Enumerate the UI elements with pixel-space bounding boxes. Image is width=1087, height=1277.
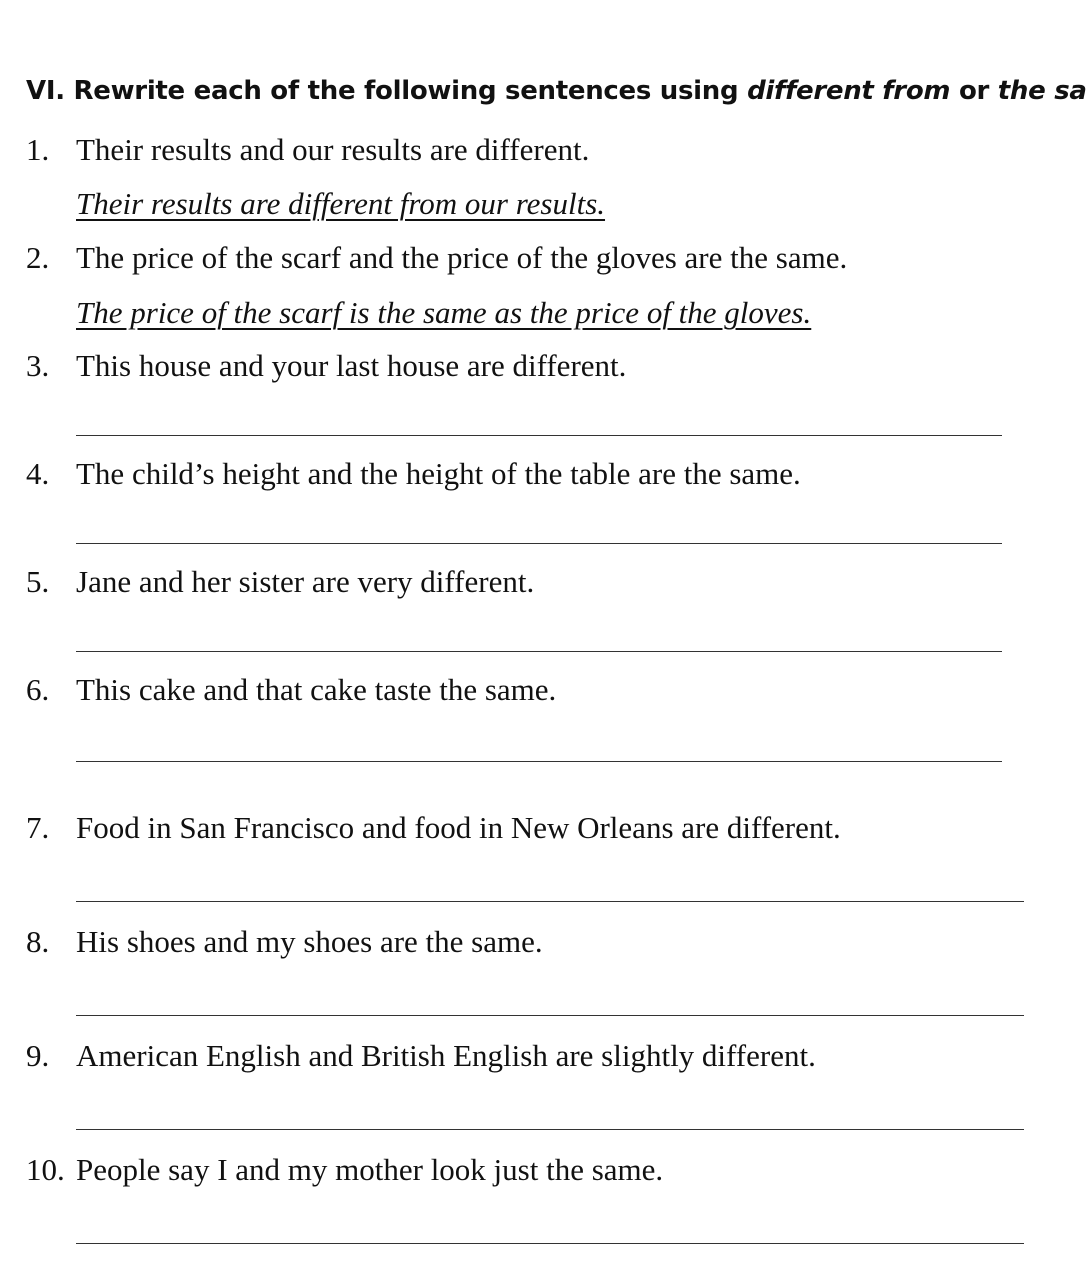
question-number: 5. (26, 564, 50, 599)
heading-prefix: VI. Rewrite each of the following sentences using (26, 76, 748, 106)
question-text: Food in San Francisco and food in New Orleans are different. (76, 810, 841, 845)
answer-blank-line[interactable] (76, 1129, 1024, 1130)
answer-blank-line[interactable] (76, 543, 1002, 544)
question-number: 9. (26, 1038, 50, 1073)
question-text: The price of the scarf and the price of the gloves are the same. (76, 240, 848, 275)
exercise-heading (26, 76, 1087, 106)
question-number: 8. (26, 924, 50, 959)
question-text: American English and British English are slightly different. (76, 1038, 816, 1073)
answer-blank-line[interactable] (76, 435, 1002, 436)
question-number: 6. (26, 672, 50, 707)
question-number: 1. (26, 132, 50, 167)
question-text: This house and your last house are different. (76, 348, 627, 383)
answer-text: Their results are different from our results. (76, 186, 606, 221)
question-number: 7. (26, 810, 50, 845)
question-number: 2. (26, 240, 50, 275)
heading-term-the-same: the sa (997, 76, 1087, 106)
heading-middle: or (950, 76, 998, 106)
question-number: 3. (26, 348, 50, 383)
answer-text: The price of the scarf is the same as the price of the gloves. (76, 295, 812, 330)
heading-term-different-from: different from (747, 76, 951, 106)
answer-blank-line[interactable] (76, 1015, 1024, 1016)
answer-blank-line[interactable] (76, 761, 1002, 762)
question-number: 4. (26, 456, 50, 491)
answer-blank-line[interactable] (76, 901, 1024, 902)
question-text: The child’s height and the height of the table are the same. (76, 456, 801, 491)
question-text: His shoes and my shoes are the same. (76, 924, 543, 959)
question-number: 10. (26, 1152, 65, 1187)
question-text: People say I and my mother look just the same. (76, 1152, 664, 1187)
answer-blank-line[interactable] (76, 1243, 1024, 1244)
answer-blank-line[interactable] (76, 651, 1002, 652)
question-text: This cake and that cake taste the same. (76, 672, 557, 707)
question-text: Jane and her sister are very different. (76, 564, 535, 599)
question-text: Their results and our results are different. (76, 132, 590, 167)
